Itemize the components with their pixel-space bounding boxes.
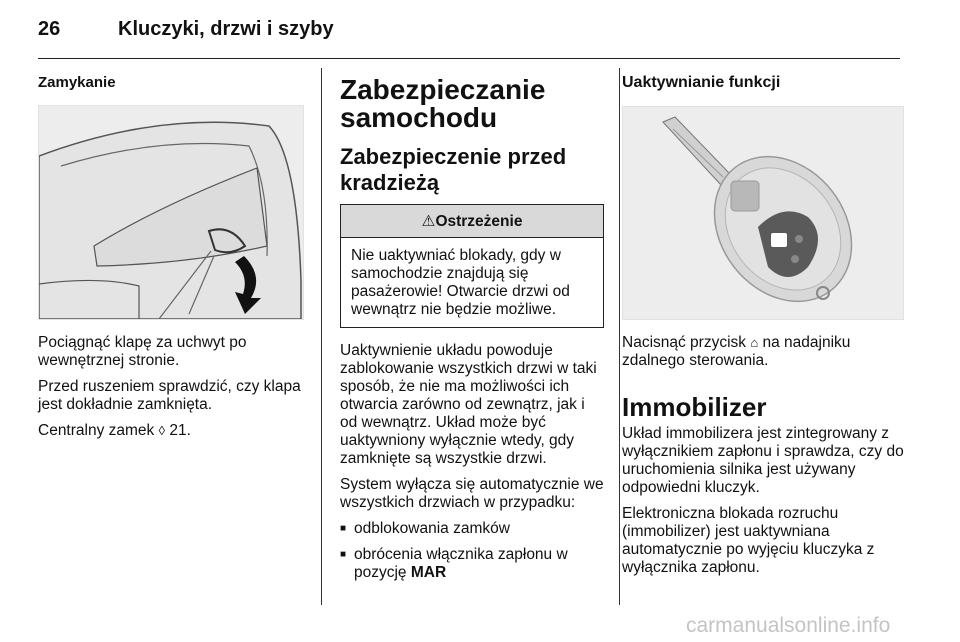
column-divider-2	[619, 68, 620, 605]
paragraph-blokada-2: System wyłącza się automatycznie we wszystkich drzwiach w przypadku:	[340, 476, 604, 511]
list-item	[340, 546, 604, 582]
header-rule	[38, 58, 900, 59]
ref-text: Centralny zamek	[38, 422, 159, 439]
paragraph-zamykanie-2: Przed ruszeniem sprawdzić, czy klapa jest dokładnie zamknięta.	[38, 378, 301, 413]
heading-uaktywnianie-funkcji: Uaktywnianie funkcji	[622, 74, 781, 91]
column-1	[38, 74, 304, 448]
paragraph-immobilizer-2: Elektroniczna blokada rozruchu (immobilizer) jest uaktywniana automatycznie po wyjęciu kluczyka z wyłącznika zapłonu.	[622, 505, 875, 576]
column-3	[622, 74, 904, 585]
paragraph-blokada-1: Uaktywnienie układu powoduje zablokowanie wszystkich drzwi w taki sposób, że nie ma możliwości ich otwarcia zarówno od zewnątrz, jak i od wewnątrz. Układ może być uaktywniony wyłącznie wtedy, gdy zamknięte są wszystkie drzwi.	[340, 342, 597, 467]
page-number: 26	[38, 18, 61, 40]
paragraph-zamykanie-1: Pociągnąć klapę za uchwyt po wewnętrznej stronie.	[38, 334, 247, 369]
list-item-text: obrócenia włącznika zapłonu w pozycję	[354, 546, 568, 581]
paragraph-zamykanie-3	[38, 422, 304, 440]
car-trunk-illustration	[38, 105, 304, 320]
ignition-position-mar: MAR	[410, 564, 447, 581]
subheading-zamykanie: Zamykanie	[38, 74, 116, 91]
lock-button-icon: ⌂	[750, 335, 759, 350]
list-item: ■ odblokowania zamków	[340, 520, 604, 538]
paragraph-immobilizer-1: Układ immobilizera jest zintegrowany z wyłącznikiem zapłonu i sprawdza, czy do uruchomienia silnika jest używany odpowiedni kluczyk.	[622, 425, 904, 496]
heading-zabezpieczanie: Zabezpieczanie samochodu	[340, 74, 546, 133]
warning-header	[341, 205, 603, 238]
paragraph-nacisnac	[622, 334, 904, 370]
page-ref-icon: ◊	[158, 423, 166, 438]
section-title: Kluczyki, drzwi i szyby	[118, 18, 334, 40]
press-text-a: Nacisnąć przycisk	[622, 334, 751, 351]
warning-box	[340, 204, 604, 328]
heading-immobilizer: Immobilizer	[622, 392, 767, 422]
bullet-list	[340, 520, 604, 582]
column-2	[340, 74, 604, 590]
heading-zabezpieczenie-przed-kradzieza: Zabezpieczenie przed kradzieżą	[340, 144, 567, 195]
warning-text: Nie uaktywniać blokady, gdy w samochodzie znajdują się pasażerowie! Otwarcie drzwi od wewnątrz nie będzie możliwe.	[351, 247, 570, 318]
warning-title: Ostrzeżenie	[435, 213, 523, 230]
column-divider-1	[321, 68, 322, 605]
warning-triangle-icon: ⚠	[421, 213, 436, 230]
ref-page: 21.	[165, 422, 191, 439]
watermark: carmanualsonline.info	[686, 614, 891, 637]
car-key-fob-illustration	[622, 106, 904, 320]
press-text-b: na nadajniku zdalnego sterowania.	[622, 334, 851, 369]
